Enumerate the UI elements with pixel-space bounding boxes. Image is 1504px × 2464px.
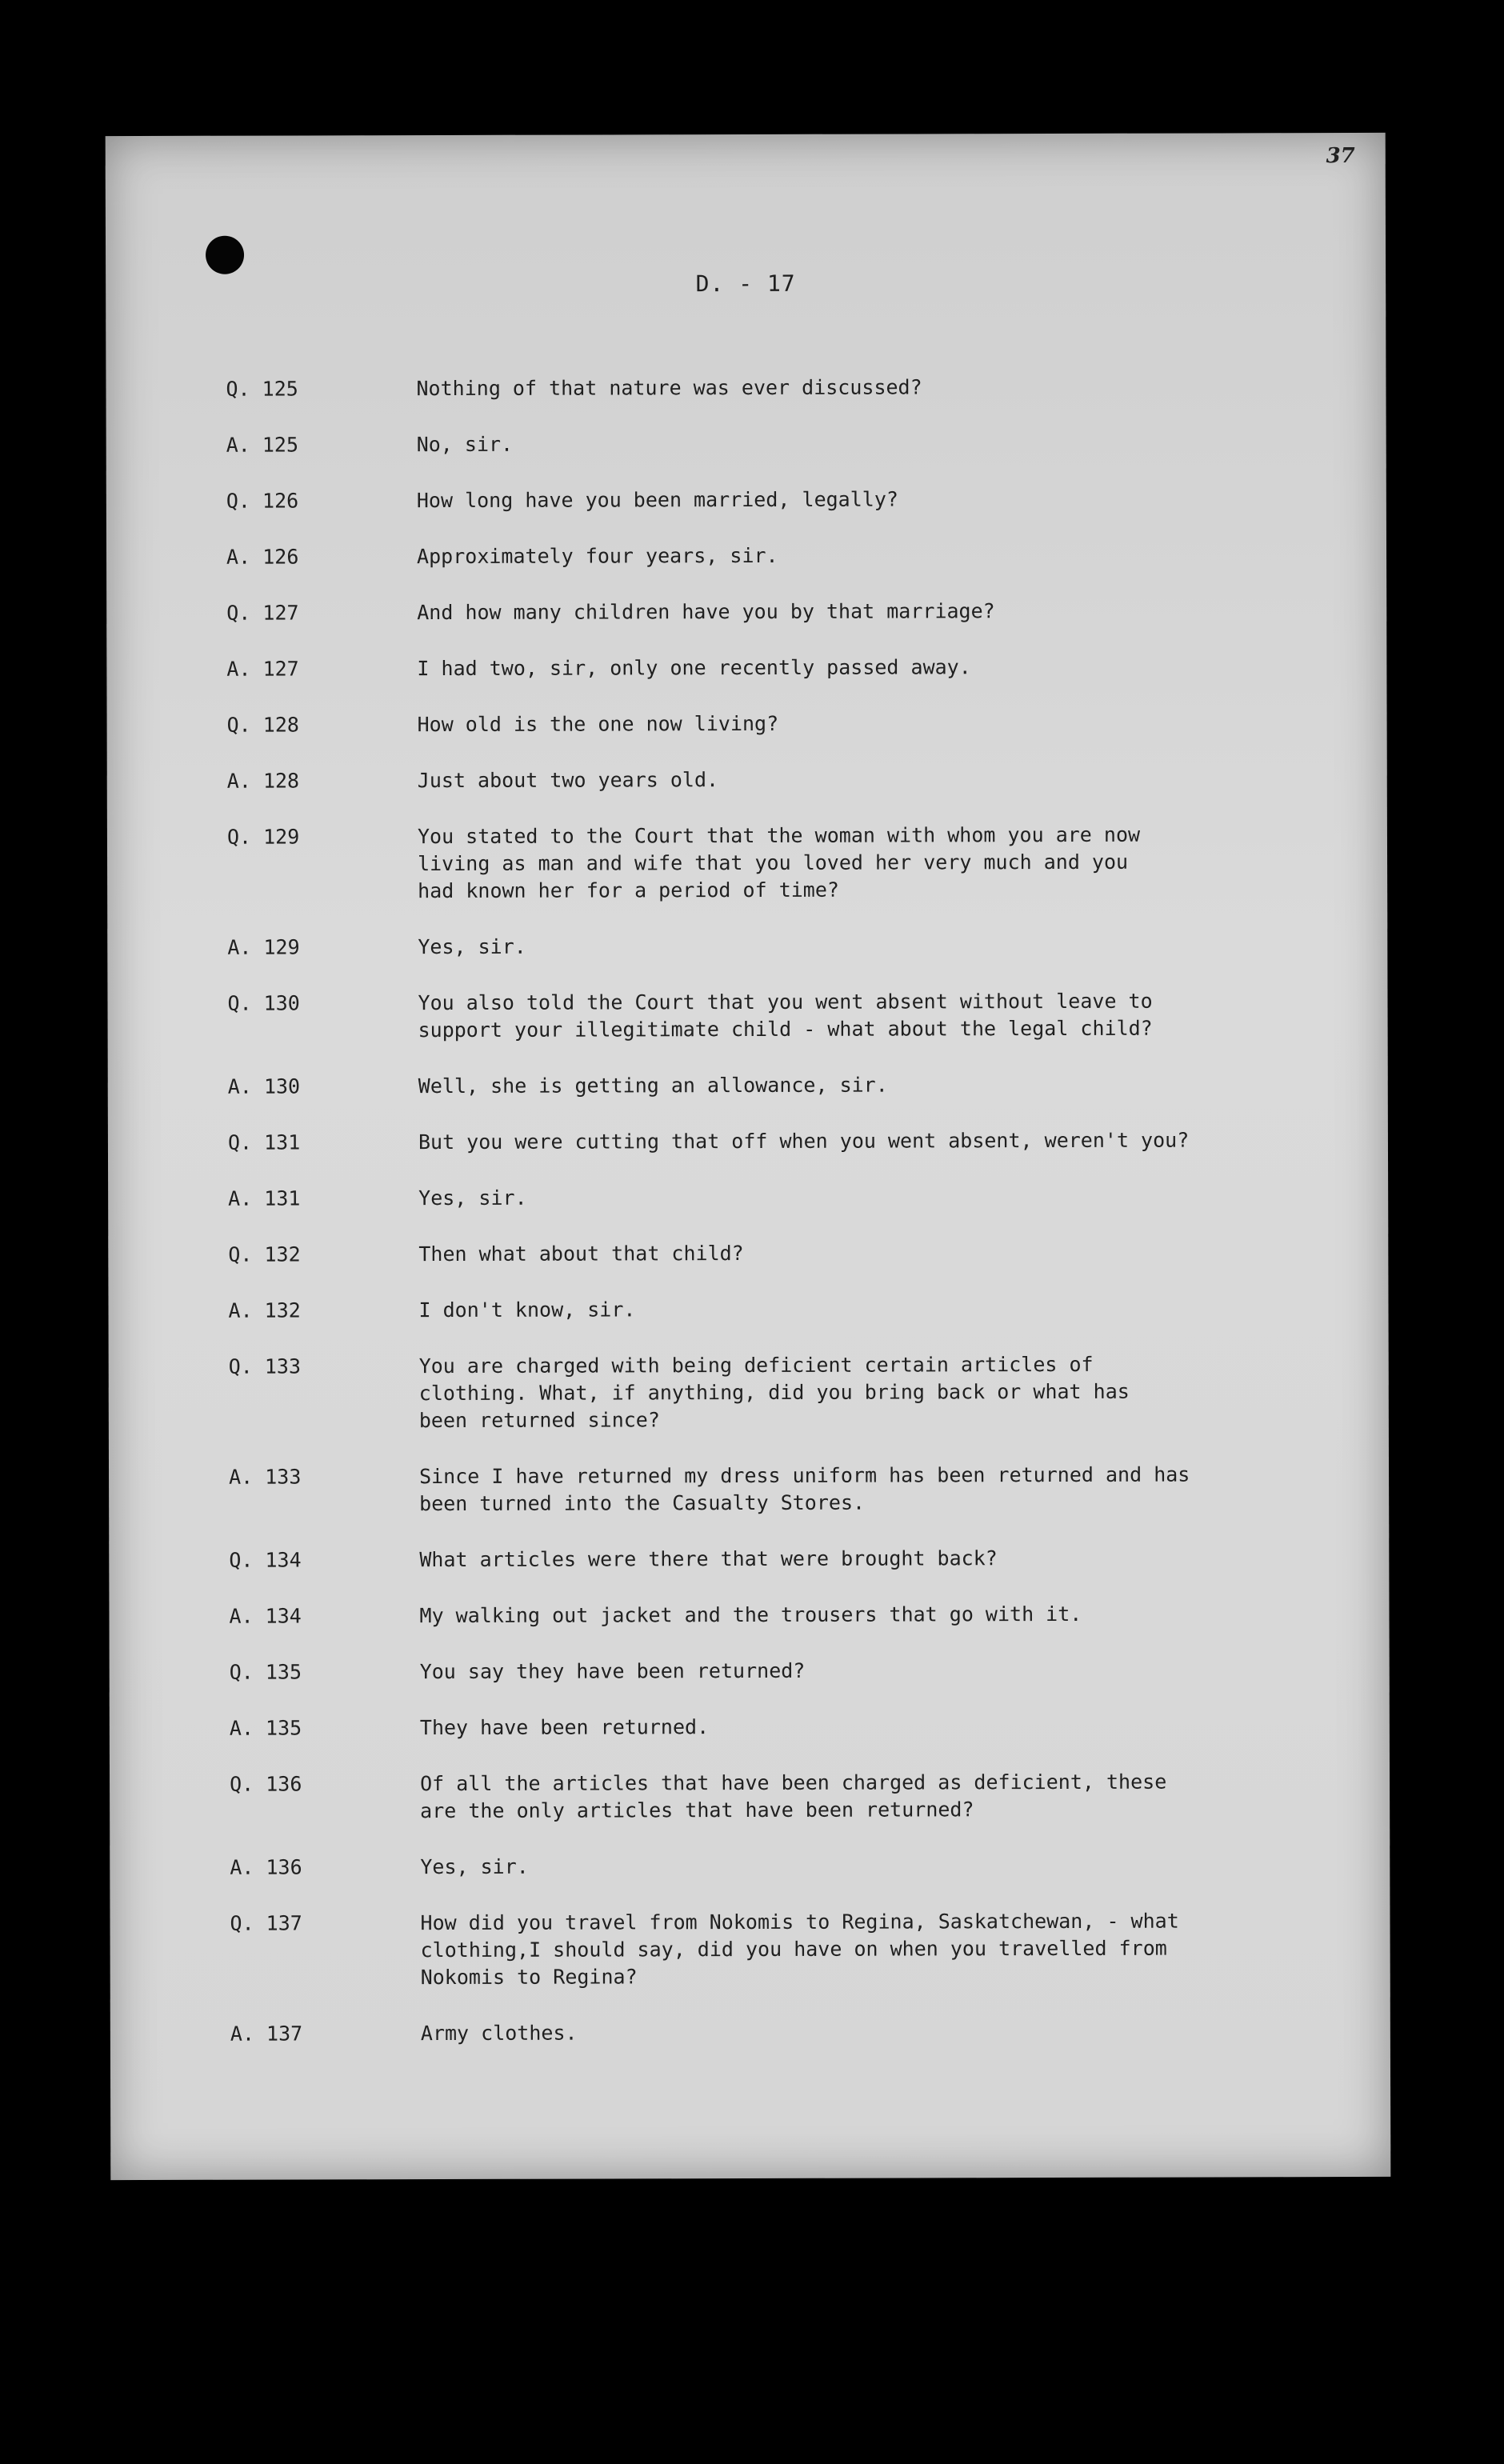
qa-item — [228, 1126, 1348, 1157]
qa-item — [230, 1907, 1350, 1992]
qa-label: A. 135 — [229, 1716, 302, 1740]
qa-label: Q. 137 — [230, 1911, 302, 1935]
qa-text: What articles were there that were brought back? — [419, 1546, 998, 1572]
qa-item — [229, 1350, 1349, 1435]
qa-item — [227, 987, 1347, 1045]
qa-label: A. 133 — [229, 1465, 302, 1489]
qa-label: A. 126 — [226, 545, 299, 569]
qa-item — [227, 821, 1347, 906]
qa-text: Since I have returned my dress uniform has been returned and has been turned into the Casualty Stores. — [419, 1462, 1190, 1516]
qa-item — [227, 709, 1347, 739]
qa-label: A. 128 — [226, 769, 300, 793]
qa-text: I had two, sir, only one recently passed away. — [417, 655, 971, 681]
qa-label: A. 130 — [227, 1074, 301, 1098]
qa-label: A. 136 — [230, 1855, 302, 1879]
qa-label: Q. 130 — [227, 991, 300, 1015]
qa-item — [226, 485, 1346, 515]
qa-label: A. 132 — [228, 1298, 301, 1322]
qa-item — [230, 2018, 1350, 2048]
qa-item — [229, 1461, 1349, 1518]
qa-text: Nothing of that nature was ever discussed? — [416, 375, 922, 401]
qa-item — [230, 1851, 1350, 1882]
page-header: D. - 17 — [695, 270, 796, 298]
qa-text: Approximately four years, sir. — [416, 543, 778, 569]
qa-item — [226, 653, 1346, 683]
qa-item — [230, 1768, 1350, 1826]
qa-label: Q. 129 — [226, 825, 300, 849]
qa-item — [226, 541, 1346, 571]
qa-text: But you were cutting that off when you went absent, weren't you? — [418, 1128, 1190, 1154]
qa-text: You also told the Court that you went absent without leave to support your illegitimate child - what about the legal child? — [418, 989, 1153, 1042]
qa-item — [226, 429, 1346, 459]
qa-text: Of all the articles that have been charged as deficient, these are the only articles that have been returned? — [420, 1770, 1167, 1823]
qa-item — [228, 1294, 1348, 1325]
qa-item — [227, 931, 1347, 962]
qa-label: Q. 133 — [228, 1354, 302, 1378]
qa-label: A. 129 — [227, 935, 300, 959]
qa-item — [228, 1238, 1348, 1269]
qa-text: Yes, sir. — [418, 1186, 527, 1210]
qa-item — [228, 1070, 1348, 1101]
qa-label: Q. 125 — [226, 377, 298, 401]
qa-item — [227, 765, 1347, 795]
qa-text: You say they have been returned? — [419, 1658, 806, 1684]
qa-label: Q. 126 — [226, 489, 299, 513]
qa-text: Well, she is getting an allowance, sir. — [418, 1073, 888, 1098]
qa-text: I don't know, sir. — [418, 1298, 636, 1322]
qa-label: Q. 127 — [226, 601, 299, 625]
qa-text: They have been returned. — [419, 1715, 710, 1740]
document-sheet — [106, 133, 1391, 2180]
qa-text: You stated to the Court that the woman with whom you are now living as man and wife that you loved her very much and you had known her for a period of time? — [417, 822, 1141, 903]
qa-item — [228, 1182, 1348, 1213]
qa-text: Then what about that child? — [418, 1242, 744, 1266]
qa-text: You are charged with being deficient certain articles of clothing. What, if anything, did you bring back or what has been returned since? — [418, 1352, 1130, 1433]
qa-text: Yes, sir. — [420, 1854, 529, 1879]
punch-hole — [206, 236, 244, 274]
qa-item — [226, 373, 1346, 403]
qa-label: Q. 132 — [228, 1242, 301, 1266]
qa-label: Q. 134 — [229, 1548, 302, 1572]
qa-label: A. 137 — [230, 2022, 303, 2046]
qa-label: Q. 136 — [230, 1772, 302, 1796]
qa-item — [229, 1544, 1349, 1574]
qa-text: And how many children have you by that marriage? — [417, 599, 995, 625]
qa-label: Q. 128 — [226, 713, 299, 737]
qa-label: Q. 131 — [227, 1130, 301, 1154]
qa-label: A. 127 — [226, 657, 299, 681]
qa-item — [226, 597, 1346, 627]
qa-label: A. 125 — [226, 433, 299, 457]
qa-label: Q. 135 — [229, 1660, 302, 1684]
qa-text: Army clothes. — [420, 2021, 578, 2046]
qa-text: My walking out jacket and the trousers that go with it. — [419, 1602, 1082, 1628]
qa-label: A. 131 — [228, 1186, 301, 1210]
qa-label: A. 134 — [229, 1604, 302, 1628]
qa-item — [229, 1600, 1349, 1630]
qa-text: No, sir. — [416, 432, 514, 457]
qa-text: How long have you been married, legally? — [416, 487, 898, 513]
qa-text: How old is the one now living? — [417, 711, 779, 737]
qa-text: How did you travel from Nokomis to Regina, Saskatchewan, - what clothing,I should say, did you have on when you travelled from Nokomis to Regina? — [420, 1909, 1179, 1990]
qa-text: Yes, sir. — [418, 934, 526, 959]
qa-item — [230, 1712, 1350, 1742]
page-number-handwritten: 37 — [1326, 144, 1355, 169]
qa-item — [230, 1656, 1350, 1686]
qa-text: Just about two years old. — [417, 768, 719, 793]
qa-transcript — [226, 373, 1350, 2077]
